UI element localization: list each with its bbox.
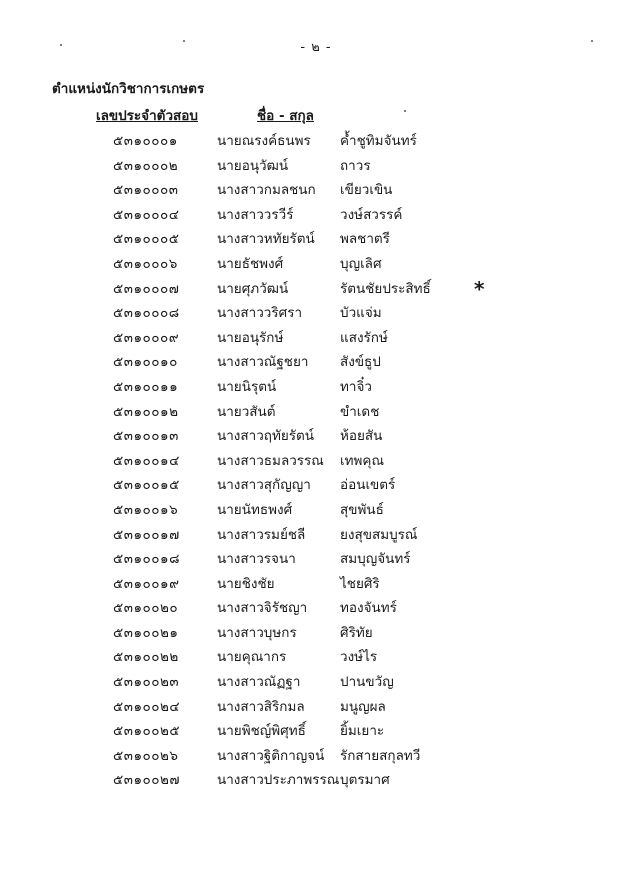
last-name-cell: ขำเดช [340,403,380,420]
table-row [0,695,632,720]
table-row [0,596,632,621]
last-name-cell: ไชยศิริ [340,575,380,592]
table-row [0,547,632,572]
first-name-cell: นายอนุรักษ์ [217,329,284,346]
table-row [0,523,632,548]
first-name-cell: นายศุภวัฒน์ [217,280,289,297]
exam-id-cell: ๕๓๑๐๐๑๙ [113,575,180,592]
table-row [0,375,632,400]
table-row [0,129,632,154]
first-name-cell: นายธัชพงศ์ [217,255,284,272]
exam-id-cell: ๕๓๑๐๐๒๕ [113,723,181,740]
exam-id-cell: ๕๓๑๐๐๒๐ [113,600,179,617]
scan-speck [183,40,185,42]
exam-id-cell: ๕๓๑๐๐๐๖ [113,255,178,272]
scan-speck [404,110,406,112]
first-name-cell: นายคุณากร [217,649,287,666]
exam-id-cell: ๕๓๑๐๐๐๗ [113,280,180,297]
first-name-cell: นางสาวประภาพรรณ [217,772,340,789]
scan-speck [60,44,62,46]
table-row [0,301,632,326]
first-name-cell: นางสาวณัฏฐา [217,674,301,691]
last-name-cell: แสงรักษ์ [340,329,388,346]
table-row [0,768,632,793]
exam-id-cell: ๕๓๑๐๐๒๓ [113,674,180,691]
table-row [0,350,632,375]
exam-id-cell: ๕๓๑๐๐๑๗ [113,526,180,543]
last-name-cell: สุขพันธ์ [340,501,384,518]
first-name-cell: นางสาวสุกัญญา [217,477,311,494]
exam-id-cell: ๕๓๑๐๐๒๒ [113,649,179,666]
last-name-cell: ปานขวัญ [340,674,394,691]
last-name-cell: ทองจันทร์ [340,600,397,617]
exam-id-cell: ๕๓๑๐๐๐๔ [113,206,180,223]
exam-id-cell: ๕๓๑๐๐๐๘ [113,305,180,322]
first-name-cell: นางสาวฐิติกาญจน์ [217,747,325,764]
first-name-cell: นางสาวธมลวรรณ [217,452,324,469]
table-row [0,621,632,646]
first-name-cell: นายวสันต์ [217,403,276,420]
table-row [0,744,632,769]
exam-id-cell: ๕๓๑๐๐๑๑ [113,378,179,395]
exam-id-cell: ๕๓๑๐๐๐๓ [113,182,179,199]
last-name-cell: ยิ้มเยาะ [340,723,385,740]
last-name-cell: วงษ์สวรรค์ [340,206,403,223]
last-name-cell: ศิริทัย [340,624,373,641]
table-row [0,400,632,425]
last-name-cell: เทพคุณ [340,452,384,469]
exam-id-cell: ๕๓๑๐๐๑๘ [113,551,180,568]
exam-id-cell: ๕๓๑๐๐๑๖ [113,501,179,518]
exam-id-cell: ๕๓๑๐๐๐๑ [113,133,178,149]
exam-id-cell: ๕๓๑๐๐๑๔ [113,452,180,469]
table-row [0,178,632,203]
last-name-cell: สังข์ธูป [340,354,381,371]
exam-id-cell: ๕๓๑๐๐๐๙ [113,329,180,346]
last-name-cell: รักสายสกุลทวี [340,747,421,764]
first-name-cell: นางสาววรวีร์ [217,206,294,223]
header-exam-id: เลขประจำตัวสอบ [96,108,198,124]
last-name-cell: อ่อนเขตร์ [340,477,396,494]
last-name-cell: มนูญผล [340,698,386,715]
exam-id-cell: ๕๓๑๐๐๒๗ [113,772,181,789]
table-row [0,326,632,351]
table-row [0,498,632,523]
exam-id-cell: ๕๓๑๐๐๒๔ [113,698,181,715]
first-name-cell: นางสาวกมลชนก [217,182,316,199]
first-name-cell: นายนัทธพงศ์ [217,501,293,518]
scan-speck [591,40,593,42]
first-name-cell: นางสาวรจนา [217,551,296,568]
last-name-cell: เขียวเขิน [340,182,393,199]
exam-id-cell: ๕๓๑๐๐๑๒ [113,403,179,420]
table-row [0,252,632,277]
table-row [0,277,632,302]
first-name-cell: นางสาวสิริกมล [217,698,305,715]
last-name-cell: ทาจิ๋ว [340,378,372,395]
first-name-cell: นางสาวรมย์ชลี [217,526,306,543]
table-row [0,719,632,744]
last-name-cell: บุญเลิศ [340,255,382,272]
exam-id-cell: ๕๓๑๐๐๑๐ [113,354,178,371]
table-row [0,670,632,695]
exam-id-cell: ๕๓๑๐๐๐๒ [113,157,179,174]
asterisk-mark: * [474,276,485,301]
table-row [0,154,632,179]
first-name-cell: นางสาวณัฐชยา [217,354,309,371]
candidate-list [0,129,632,793]
exam-id-cell: ๕๓๑๐๐๒๖ [113,747,179,764]
exam-id-cell: ๕๓๑๐๐๐๕ [113,231,180,248]
last-name-cell: พลชาตรี [340,231,390,248]
first-name-cell: นางสาววริศรา [217,305,303,322]
exam-id-cell: ๕๓๑๐๐๑๓ [113,428,179,445]
table-row [0,227,632,252]
exam-id-cell: ๕๓๑๐๐๑๕ [113,477,180,494]
table-row [0,645,632,670]
table-row [0,473,632,498]
first-name-cell: นายชิงชัย [217,575,275,592]
last-name-cell: รัตนชัยประสิทธิ์ [340,280,431,297]
last-name-cell: สมบุญจันทร์ [340,551,411,568]
position-title: ตำแหน่งนักวิชาการเกษตร [52,81,205,97]
table-row [0,572,632,597]
first-name-cell: นางสาวบุษกร [217,624,297,641]
first-name-cell: นางสาวจิรัชญา [217,600,308,617]
page-number: - ๒ - [300,40,332,55]
first-name-cell: นายณรงค์ธนพร [217,133,311,149]
last-name-cell: บัวแจ่ม [340,305,382,322]
first-name-cell: นางสาวฤทัยรัตน์ [217,428,315,445]
exam-id-cell: ๕๓๑๐๐๒๑ [113,624,179,641]
last-name-cell: ห้อยสัน [340,428,383,445]
last-name-cell: วงษ์ไร [340,649,378,666]
header-full-name: ชื่อ - สกุล [257,108,314,124]
table-row [0,203,632,228]
first-name-cell: นายอนุวัฒน์ [217,157,289,174]
first-name-cell: นางสาวหทัยรัตน์ [217,231,315,248]
last-name-cell: ถาวร [340,157,371,174]
first-name-cell: นายพิชญ์พิศุทธิ์ [217,723,306,740]
first-name-cell: นายนิรุตน์ [217,378,277,395]
last-name-cell: บุตรมาศ [340,772,390,789]
last-name-cell: ค้ำชูทิมจันทร์ [340,133,417,149]
table-row [0,424,632,449]
last-name-cell: ยงสุขสมบูรณ์ [340,526,418,543]
table-row [0,449,632,474]
